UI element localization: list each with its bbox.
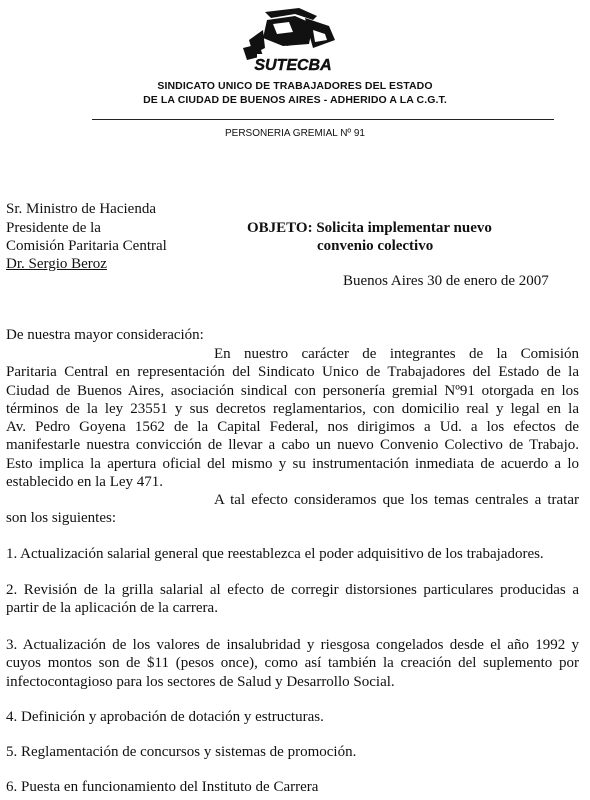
body-line: Av. Pedro Goyena 1562 de la Capital Federal, nos dirigimos a Ud. a los efectos de [6, 419, 579, 436]
body-line: manifestarle nuestra convicción de llevar a cabo un nuevo Convenio Colectivo de Trabajo. [6, 437, 579, 454]
list-item-line: cuyos montos son de $11 (pesos once), como así también la creación del suplemento por [6, 655, 579, 672]
body-paragraph-2 [6, 491, 579, 528]
body-line: A tal efecto consideramos que los temas centrales a tratar [214, 492, 579, 508]
body-line: son los siguientes: [6, 510, 117, 527]
body-paragraph-1 [6, 345, 579, 491]
letter-date: Buenos Aires 30 de enero de 2007 [343, 273, 549, 289]
list-item-6 [6, 778, 579, 796]
list-item-1 [6, 545, 579, 563]
addressee-line2: Presidente de la [6, 220, 101, 236]
header-divider [92, 119, 554, 120]
body-line: En nuestro carácter de integrantes de la Comisión [214, 346, 579, 362]
addressee-line3: Comisión Paritaria Central [6, 238, 167, 254]
list-item-line: infectocontagioso para los sectores de Salud y Desarrollo Social. [6, 673, 395, 690]
addressee-name: Dr. Sergio Beroz [6, 256, 107, 272]
logo-text: SUTECBA [254, 57, 332, 74]
list-item-line: 6. Puesta en funcionamiento del Instituto de Carrera [6, 779, 319, 795]
list-item-line: 1. Actualización salarial general que reestablezca el poder adquisitivo de los trabajadores. [6, 546, 544, 562]
list-item-line: partir de la aplicación de la carrera. [6, 600, 218, 617]
body-line: términos de la ley 23551 y sus decretos reglamentarios, con domicilio real y legal en la [6, 400, 579, 417]
body-line: establecido en la Ley 471. [6, 474, 164, 491]
salutation: De nuestra mayor consideración: [6, 327, 204, 343]
org-name-line2: DE LA CIUDAD DE BUENOS AIRES - ADHERIDO A LA C.G.T. [143, 94, 447, 106]
personeria-gremial: PERSONERIA GREMIAL Nº 91 [225, 128, 365, 139]
body-line: Paritaria Central en representación del Sindicato Unico de Trabajadores del Estado de la [6, 364, 579, 381]
org-name-line1: SINDICATO UNICO DE TRABAJADORES DEL ESTADO [157, 80, 433, 92]
addressee-line1: Sr. Ministro de Hacienda [6, 201, 156, 217]
list-item-line: 3. Actualización de los valores de insalubridad y riesgosa congelados desde el año 1992 y [6, 637, 579, 653]
list-item-line: 4. Definición y aprobación de dotación y estructuras. [6, 709, 324, 725]
body-line: Ciudad de Buenos Aires, asociación sindical con personería gremial Nº91 otorgada en los [6, 382, 579, 399]
sutecba-logo [243, 4, 341, 76]
list-item-line: 5. Reglamentación de concursos y sistemas de promoción. [6, 744, 357, 760]
subject-line1: OBJETO: Solicita implementar nuevo [247, 220, 492, 236]
list-item-4 [6, 708, 579, 726]
list-item-2 [6, 581, 579, 618]
list-item-line: 2. Revisión de la grilla salarial al efecto de corregir distorsiones particulares producidas a [6, 582, 579, 598]
subject-line2: convenio colectivo [317, 238, 434, 254]
body-line: Esto implica la apertura oficial del mismo y su instrumentación inmediata de acuerdo a lo [6, 455, 579, 472]
list-item-3 [6, 636, 579, 691]
list-item-5 [6, 743, 579, 761]
